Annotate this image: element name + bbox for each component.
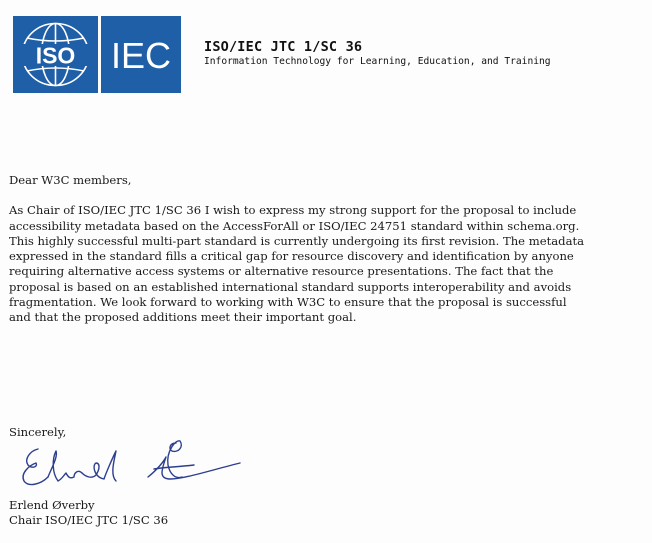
- signer-block: [9, 498, 168, 529]
- committee-title: ISO/IEC JTC 1/SC 36: [204, 39, 363, 55]
- salutation: Dear W3C members,: [9, 173, 132, 187]
- committee-subtitle: Information Technology for Learning, Education, and Training: [204, 56, 551, 67]
- closing: Sincerely,: [9, 425, 67, 439]
- iec-logo-text: IEC: [110, 35, 172, 76]
- letter-body: [9, 173, 609, 326]
- iso-logo: [13, 16, 98, 93]
- signer-name: Erlend Øverby: [9, 498, 95, 512]
- committee-header: [204, 39, 551, 68]
- letter-paragraph: As Chair of ISO/IEC JTC 1/SC 36 I wish to express my strong support for the proposal to include accessibility metadata based on the AccessForAll or ISO/IEC 24751 standard within schema.org. This highly successful multi-part standard is currently undergoing its first revision. The metadata expressed in the standard fills a critical gap for resource discovery and identification by anyone requiring alternative access systems or alternative resource presentations. The fact that the proposal is based on an established international standard supports interoperability and avoids fragmentation. We look forward to working with W3C to ensure that the proposal is successful and that the proposed additions meet their important goal.: [9, 203, 585, 325]
- iec-logo: [101, 16, 181, 93]
- signer-title: Chair ISO/IEC JTC 1/SC 36: [9, 513, 169, 528]
- handwritten-signature: [8, 421, 248, 501]
- iso-logo-text: ISO: [35, 42, 76, 69]
